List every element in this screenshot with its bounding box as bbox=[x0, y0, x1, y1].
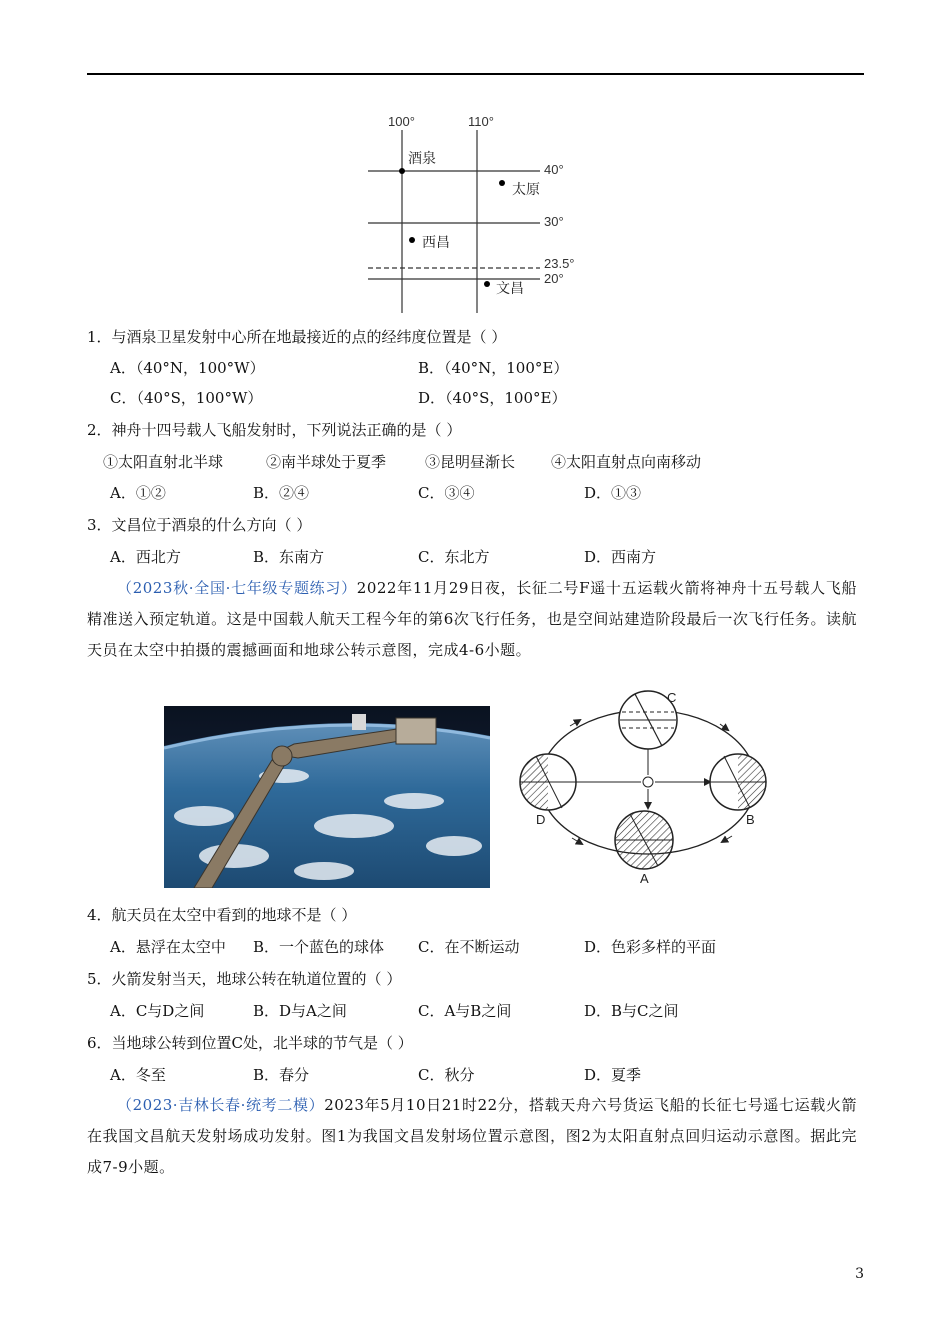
lat-label-23-5: 23.5° bbox=[544, 256, 575, 271]
intro1-source: （2023秋·全国·七年级专题练习） bbox=[117, 579, 357, 597]
intro-paragraph-1 bbox=[87, 573, 857, 666]
q2-option-c: C．③④ bbox=[418, 484, 475, 502]
lon-label-110: 110° bbox=[468, 114, 494, 129]
lat-label-40: 40° bbox=[544, 162, 564, 177]
q2-option-a: A．①② bbox=[110, 484, 166, 502]
city-dot-taiyuan bbox=[499, 180, 505, 186]
q1-stem: 1．与酒泉卫星发射中心所在地最接近的点的经纬度位置是（ ） bbox=[87, 328, 507, 346]
orbit-label-a: A bbox=[640, 871, 649, 886]
city-taiyuan: 太原 bbox=[512, 181, 540, 197]
q4-option-d: D．色彩多样的平面 bbox=[584, 938, 717, 956]
q1-option-c: C．（40°S，100°W） bbox=[110, 389, 263, 407]
q4-option-a: A．悬浮在太空中 bbox=[110, 938, 226, 956]
orbit-label-b: B bbox=[746, 812, 755, 827]
earth-position-a bbox=[615, 811, 673, 869]
city-xichang: 西昌 bbox=[422, 234, 450, 250]
q2-option-d: D．①③ bbox=[584, 484, 642, 502]
intro2-source: （2023·吉林长春·统考二模） bbox=[117, 1096, 325, 1114]
q6-option-b: B．春分 bbox=[253, 1066, 310, 1084]
earth-revolution-diagram bbox=[510, 682, 780, 887]
q5-option-a: A．C与D之间 bbox=[110, 1002, 205, 1020]
q6-option-a: A．冬至 bbox=[110, 1066, 166, 1084]
city-dot-xichang bbox=[409, 237, 415, 243]
earth-position-b bbox=[710, 754, 766, 810]
q6-option-c: C．秋分 bbox=[418, 1066, 475, 1084]
astronaut-earth-photo bbox=[164, 706, 490, 888]
page-number: 3 bbox=[855, 1266, 864, 1282]
q3-stem: 3．文昌位于酒泉的什么方向（ ） bbox=[87, 516, 312, 534]
header-rule bbox=[87, 73, 864, 75]
q3-option-b: B．东南方 bbox=[253, 548, 325, 566]
q2-stem: 2．神舟十四号载人飞船发射时，下列说法正确的是（ ） bbox=[87, 421, 462, 439]
q5-option-b: B．D与A之间 bbox=[253, 1002, 347, 1020]
city-dot-jiuquan bbox=[399, 168, 405, 174]
q6-option-d: D．夏季 bbox=[584, 1066, 642, 1084]
q3-option-c: C．东北方 bbox=[418, 548, 490, 566]
q1-option-a: A．（40°N，100°W） bbox=[110, 359, 265, 377]
q5-option-c: C．A与B之间 bbox=[418, 1002, 512, 1020]
q4-stem: 4．航天员在太空中看到的地球不是（ ） bbox=[87, 906, 357, 924]
intro2-text: 2023年5月10日21时22分，搭载天舟六号货运飞船的长征七号遥七运载火箭在我国文昌航天发射场成功发射。图1为我国文昌发射场位置示意图，图2为太阳直射点回归运动示意图。据此完成7-9小题。 bbox=[87, 1096, 858, 1176]
q1-option-b: B．（40°N，100°E） bbox=[418, 359, 569, 377]
orbit-label-d: D bbox=[536, 812, 546, 827]
lat-long-map bbox=[360, 108, 600, 318]
earth-position-d bbox=[520, 754, 576, 810]
q5-option-d: D．B与C之间 bbox=[584, 1002, 679, 1020]
lat-label-30: 30° bbox=[544, 214, 564, 229]
q4-option-c: C．在不断运动 bbox=[418, 938, 520, 956]
orbit-label-c: C bbox=[667, 690, 677, 705]
q1-option-d: D．（40°S，100°E） bbox=[418, 389, 567, 407]
intro-paragraph-2 bbox=[87, 1090, 857, 1183]
intro1-text: 2022年11月29日夜，长征二号F遥十五运载火箭将神舟十五号载人飞船精准送入预定轨道。这是中国载人航天工程今年的第6次飞行任务，也是空间站建造阶段最后一次飞行任务。读航天员在太空中拍摄的震撼画面和地球公转示意图，完成4-6小题。 bbox=[87, 579, 857, 659]
q2-statement-4: ④太阳直射点向南移动 bbox=[551, 453, 702, 471]
q5-stem: 5．火箭发射当天，地球公转在轨道位置的（ ） bbox=[87, 970, 402, 988]
q2-statement-2: ②南半球处于夏季 bbox=[266, 453, 387, 471]
q4-option-b: B．一个蓝色的球体 bbox=[253, 938, 385, 956]
sun-icon bbox=[643, 777, 653, 787]
q3-option-a: A．西北方 bbox=[110, 548, 181, 566]
q2-statement-1: ①太阳直射北半球 bbox=[103, 453, 224, 471]
lon-label-100: 100° bbox=[388, 114, 415, 129]
city-dot-wenchang bbox=[484, 281, 490, 287]
q6-stem: 6．当地球公转到位置C处，北半球的节气是（ ） bbox=[87, 1034, 413, 1052]
city-wenchang: 文昌 bbox=[496, 280, 524, 296]
q2-statement-3: ③昆明昼渐长 bbox=[425, 453, 516, 471]
q3-option-d: D．西南方 bbox=[584, 548, 657, 566]
lat-label-20: 20° bbox=[544, 271, 564, 286]
q2-option-b: B．②④ bbox=[253, 484, 310, 502]
city-jiuquan: 酒泉 bbox=[408, 150, 436, 166]
